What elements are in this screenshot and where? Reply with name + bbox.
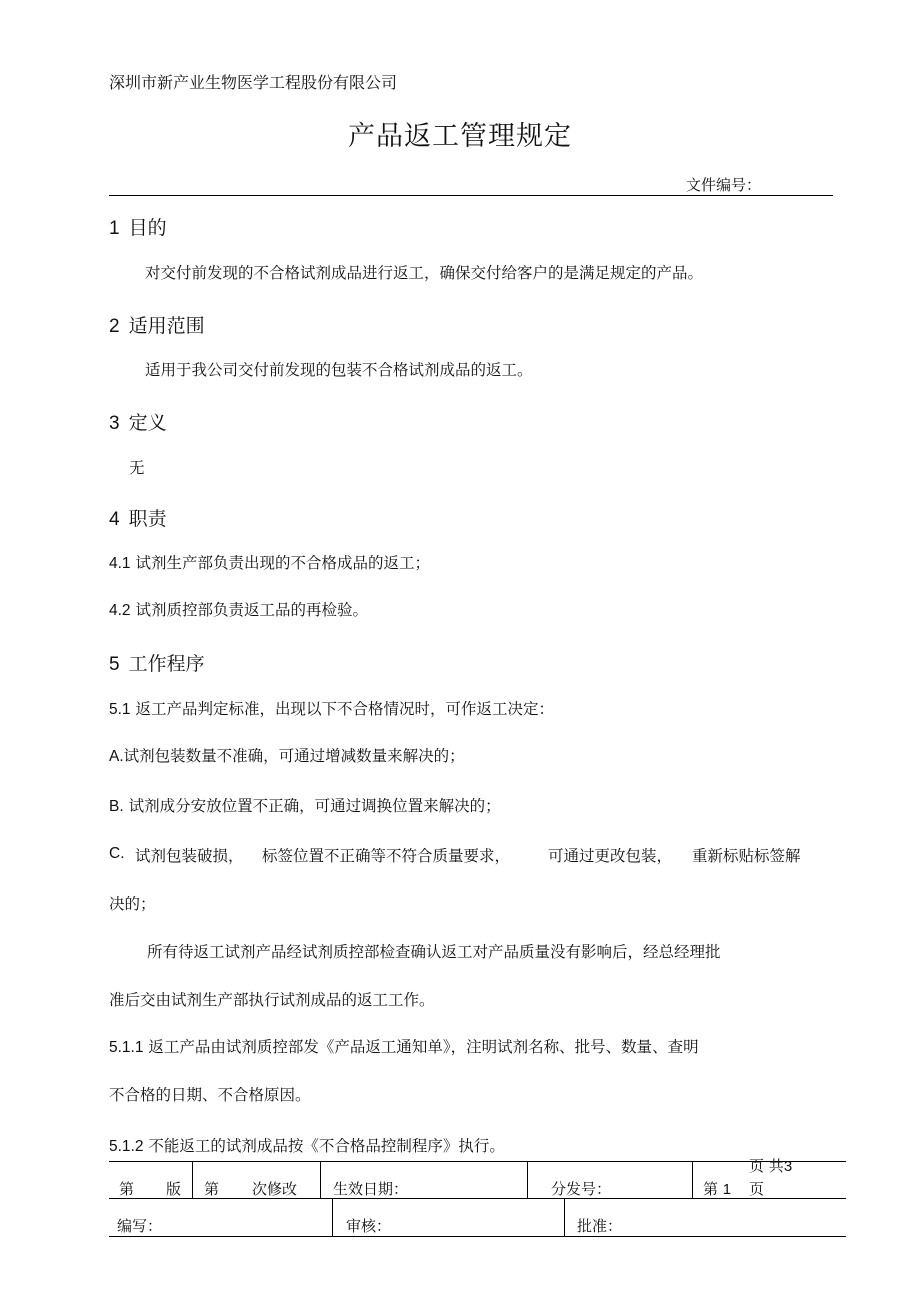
item-5-1-1-continued: 不合格的日期、不合格原因。 <box>109 1086 311 1104</box>
item-number: 5.1.1 <box>109 1039 144 1056</box>
criterion-c-part-2: 标签位置不正确等不符合质量要求， <box>262 847 511 865</box>
footer-page-total <box>749 1155 792 1176</box>
item-5-1-2 <box>109 1134 505 1156</box>
section-2-heading <box>109 311 205 338</box>
section-title: 定义 <box>128 412 167 434</box>
page-label: 第 <box>703 1180 719 1198</box>
item-number: 5.1 <box>109 701 131 718</box>
section-number: 4 <box>109 509 120 530</box>
footer-approved-by: 批准： <box>577 1217 623 1235</box>
footer-divider <box>320 1161 321 1199</box>
criterion-text: 试剂包装数量不准确，可通过增减数量来解决的； <box>123 747 465 765</box>
header-divider <box>109 195 833 196</box>
section-title: 工作程序 <box>128 653 205 675</box>
section-1-text: 对交付前发现的不合格试剂成品进行返工，确保交付给客户的是满足规定的产品。 <box>145 264 704 282</box>
section-3-text: 无 <box>129 459 145 477</box>
item-text: 试剂生产部负责出现的不合格成品的返工； <box>135 554 431 572</box>
criterion-b <box>109 794 501 816</box>
footer-reviewed-by: 审核： <box>346 1217 392 1235</box>
document-title: 产品返工管理规定 <box>348 121 572 152</box>
footer-divider <box>692 1161 693 1199</box>
page-total-number: 3 <box>783 1158 793 1175</box>
footer-page-current <box>703 1178 731 1199</box>
section-4-heading <box>109 504 167 531</box>
item-number: 4.1 <box>109 555 131 572</box>
criterion-c-part-3: 可通过更改包装， <box>548 847 673 865</box>
company-name: 深圳市新产业生物医学工程股份有限公司 <box>109 73 398 92</box>
item-5-1 <box>109 697 554 719</box>
footer-divider <box>564 1198 565 1236</box>
item-4-1 <box>109 551 430 573</box>
footer-rule-middle <box>109 1198 846 1199</box>
section-number: 2 <box>109 316 120 337</box>
item-text: 返工产品由试剂质控部发《产品返工通知单》，注明试剂名称、批号、数量、查明 <box>148 1038 699 1056</box>
criterion-label: B. <box>109 798 124 815</box>
section-2-text: 适用于我公司交付前发现的包装不合格试剂成品的返工。 <box>145 361 533 379</box>
paragraph-approval-line-2: 准后交由试剂生产部执行试剂成品的返工工作。 <box>109 991 435 1009</box>
paragraph-approval-line-1: 所有待返工试剂产品经试剂质控部检查确认返工对产品质量没有影响后，经总经理批 <box>147 943 721 961</box>
criterion-label: A. <box>109 748 124 765</box>
item-number: 5.1.2 <box>109 1138 144 1155</box>
footer-revision-prefix: 第 <box>204 1180 220 1198</box>
section-title: 职责 <box>128 508 167 530</box>
footer-rule-top <box>109 1161 846 1162</box>
section-1-heading <box>109 213 167 240</box>
section-number: 3 <box>109 413 120 434</box>
item-text: 不能返工的试剂成品按《不合格品控制程序》执行。 <box>148 1137 505 1155</box>
document-number-label: 文件编号： <box>686 176 762 194</box>
item-text: 试剂质控部负责返工品的再检验。 <box>135 601 369 619</box>
section-title: 适用范围 <box>128 315 205 337</box>
footer-revision-suffix: 次修改 <box>252 1180 298 1198</box>
section-title: 目的 <box>128 217 167 239</box>
footer-distribution-number: 分发号： <box>551 1180 612 1198</box>
section-3-heading <box>109 408 167 435</box>
criterion-c-part-1: 试剂包装破损， <box>135 847 244 865</box>
criterion-label: C. <box>109 845 125 862</box>
footer-page-current-unit: 页 <box>749 1180 765 1198</box>
footer-divider <box>332 1198 333 1236</box>
item-4-2 <box>109 598 368 620</box>
criterion-c-part-4: 重新标贴标签解 <box>692 847 801 865</box>
footer-effective-date: 生效日期： <box>333 1180 409 1198</box>
footer-prepared-by: 编写： <box>117 1217 163 1235</box>
footer-rule-bottom <box>109 1236 846 1237</box>
page-label: 页 <box>749 1157 765 1175</box>
footer-divider <box>192 1161 193 1199</box>
section-5-heading <box>109 649 205 676</box>
footer-edition-prefix: 第 <box>119 1180 135 1198</box>
item-5-1-1 <box>109 1035 699 1057</box>
criterion-text: 试剂成分安放位置不正确，可通过调换位置来解决的； <box>128 797 501 815</box>
item-number: 4.2 <box>109 602 131 619</box>
section-number: 5 <box>109 654 120 675</box>
page-number: 1 <box>722 1181 732 1198</box>
criterion-a <box>109 744 465 766</box>
criterion-c-part-5: 决的； <box>109 895 156 913</box>
item-text: 返工产品判定标准，出现以下不合格情况时，可作返工决定： <box>135 700 555 718</box>
footer-divider <box>527 1161 528 1199</box>
page-total-label: 共 <box>768 1157 784 1175</box>
criterion-c-label <box>109 844 125 863</box>
section-number: 1 <box>109 218 120 239</box>
footer-edition-suffix: 版 <box>166 1180 182 1198</box>
